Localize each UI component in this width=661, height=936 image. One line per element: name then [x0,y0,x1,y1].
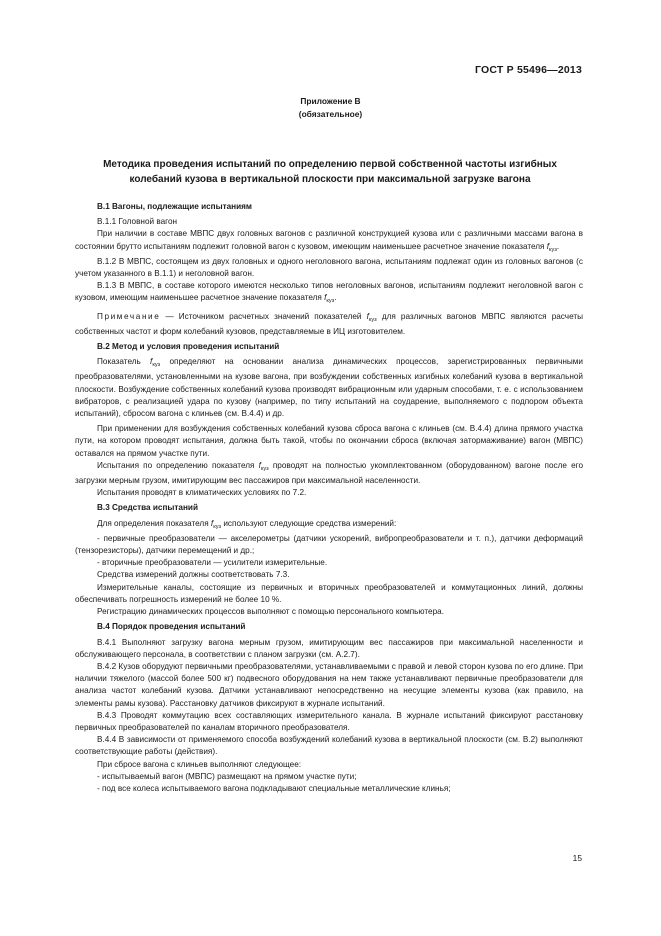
section-heading-b1: В.1 Вагоны, подлежащие испытаниям [97,202,252,211]
note-label: Примечание [97,311,161,321]
paragraph-b2-3: Испытания по определению показателя $f_{куз}$ проводят на полностью укомплектованном (оборудованном) вагоне после его загрузки мерным грузом, имитирующим вес пассажиров при максимальной населенности. [75,460,583,486]
document-title [56,158,604,187]
section-heading-b4: В.4 Порядок проведения испытаний [97,622,246,632]
title-line-1: Методика проведения испытаний по определению первой собственной частоты изгибных [103,159,557,170]
document-body [75,199,583,795]
paragraph-b3-2: - первичные преобразователи — акселерометры (датчики ускорений, вибропреобразователи и т. п.), датчики деформаций (тензорезисторы), датчики перемещений и др.; [75,533,583,556]
paragraph-b1-3: В.1.3 В МВПС, в составе которого имеются несколько типов неголовных вагонов, испытаниям подлежит неголовной вагон с кузовом, имеющим наименьшее расчетное значение показателя $f_{куз}$. [75,281,583,305]
paragraph-b3-6: Регистрацию динамических процессов выполняют с помощью персонального компьютера. [97,607,444,617]
paragraph-b4-2: В.4.2 Кузов оборудуют первичными преобразователями, устанавливаемыми с правой и левой сторон кузова по его длине. При наличии тяжелого (массой более 500 кг) подвесного оборудования на нем также устанавливают первичные преобразователи для анализа частот колебаний кузова. Датчики устанавливают непосредственно на несущие элементы кузова (как правило, на элементы рамы кузова). Расстановку датчиков фиксируют в журнале испытаний. [75,661,583,708]
paragraph-b2-4: Испытания проводят в климатических условиях по 7.2. [97,488,307,498]
paragraph-b4-3: В.4.3 Проводят коммутацию всех составляющих измерительного канала. В журнале испытаний фиксируют расстановку первичных преобразователей по каналам вторичного преобразователя. [75,710,583,732]
note-b1: Примечание — Источником расчетных значений показателей $f_{куз}$ для различных вагонов МВПС являются расчеты собственных частот и форм колебаний кузовов, представляемые в ИЦ изготовителем. [75,311,583,336]
paragraph-b3-3: - вторичные преобразователи — усилители измерительные. [97,558,328,568]
list-item-b4-1: - испытываемый вагон (МВПС) размещают на прямом участке пути; [97,771,357,781]
paragraph-b3-1: Для определения показателя $f_{куз}$ используют следующие средства измерений: [97,518,397,530]
section-heading-b2: В.2 Метод и условия проведения испытаний [97,342,280,352]
title-line-2: колебаний кузова в вертикальной плоскости при максимальной загрузке вагона [129,173,531,185]
paragraph-b4-5: При сбросе вагона с клиньев выполняют следующее: [97,759,302,769]
appendix-heading [0,95,661,121]
appendix-label: Приложение В [300,96,361,106]
paragraph-b3-5: Измерительные каналы, состоящие из первичных и вторичных преобразователей и коммутационных линий, должны обеспечивать погрешность измерений не более 10 %. [75,582,583,604]
appendix-status: (обязательное) [298,109,363,119]
paragraph-b4-1: В.4.1 Выполняют загрузку вагона мерным грузом, имитирующим вес пассажиров при максимальной населенности и обслуживающего персонала, в соответствии с планом загрузки (см. А.2.7). [75,637,583,659]
list-item-b4-2: - под все колеса испытываемого вагона подкладывают специальные металлические клинья; [97,783,451,793]
paragraph-b2-1: Показатель $f_{куз}$ определяют на основании анализа динамических процессов, зарегистрированных первичными преобразователями, установленными на кузове вагона, при возбуждении собственных изгибных колебаний кузова в вертикальной плоскости. Возбуждение собственных колебаний кузова производят вибрационным или ударным способами, т. е. с использованием вибраторов, с реализацией удара по кузову (например, по типу испытаний на соударение, выполняемого с подпором объекта испытаний), сбросом вагона с клиньев (см. В.4.4) и др. [75,357,583,419]
paragraph-b2-2: При применении для возбуждения собственных колебаний кузова сброса вагона с клиньев (см. В.4.4) длина прямого участка пути, на котором проводят испытания, должна быть такой, чтобы по окончании сброса (включая затормаживание) вагон (МВПС) оставался на прямом участке пути. [75,424,583,458]
paragraph-b1-2: В.1.2 В МВПС, состоящем из двух головных и одного неголовного вагона, испытаниям подлежат один из головных вагонов (с учетом указанного в В.1.1) и неголовной вагон. [75,256,583,279]
paragraph-b4-4: В.4.4 В зависимости от применяемого способа возбуждений колебаний кузова в вертикальной плоскости (см. В.2) выполняют соответствующие работы (действия). [75,735,583,757]
page-number: 15 [572,853,582,863]
section-heading-b3: В.3 Средства испытаний [97,503,198,513]
paragraph-b1-1-text: При наличии в составе МВПС двух головных вагонов с различной конструкцией кузова или с различными массами вагона в состоянии брутто испытаниям подлежит головной вагон с кузовом, имеющим наименьшее расчетное значение показателя $f_{куз}$. [75,229,583,253]
standard-number: ГОСТ Р 55496—2013 [474,64,582,76]
paragraph-b3-4: Средства измерений должны соответствовать 7.3. [97,570,290,580]
paragraph-b1-1: В.1.1 Головной вагон [97,217,178,227]
